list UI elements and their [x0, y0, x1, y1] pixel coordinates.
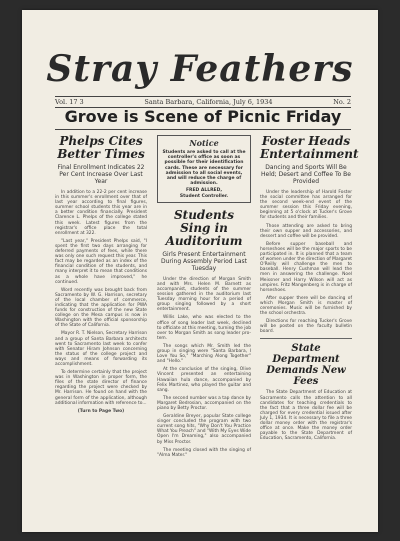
article-subheading: Final Enrollment Indicates 22 Per Cent Increase Over Last Year	[57, 164, 145, 185]
issue-number: No. 2	[333, 98, 351, 106]
article-paragraph: The meeting closed with the singing of "Alma Mater."	[157, 447, 251, 458]
article-paragraph: At the conclusion of the singing, Olive Vincent presented an entertaining Hawaiian hula dance, accompanied by Felix Martinez, who played the guitar and sang.	[157, 367, 251, 393]
article-paragraph: Word recently was brought back from Sacramento by W. G. Harrison, secretary of the local chamber of commerce, indicating that the application for PWA funds for construction of the new State college on the Mesa campus is now in Washington with the official sponsorship of the State of California.	[55, 287, 147, 329]
article-paragraph: Mayor R. T. Nielson, Secretary Harrison and a group of Santa Barbara architects went to Sacramento last week to confer with Senator Hiram Johnson concerning the status of the college project and ways and means of forwarding its accomplishment.	[55, 331, 147, 367]
article-paragraph: Geraldine Breyer, popular State college singer concluded the program with two current song hits, "Why Don't You Practice What You Preach" and "With My Eyes Wide Open I'm Dreaming," also accompanied by Miss Proctor.	[157, 414, 251, 445]
newspaper-page	[22, 10, 378, 532]
article-heading: Phelps Cites Better Times	[57, 134, 145, 161]
article-heading: Students Sing in Auditorium	[165, 207, 243, 248]
article-paragraph: In addition to a 22-2 per cent increase in this summer's enrollment over that of last year according to final figures, summer school students this year are in a better condition financially. President Clarence L. Phelps of the college stated this week. Latest figures from the registrar's office place the total enrollment at 322.	[55, 190, 147, 236]
notice-signer: FRED ALLRED,	[185, 188, 223, 194]
notice-body: Students are asked to call at the controller's office as soon as possible for their identification cards. These are necessary for admission to all social events, and will reduce the charge of admission.	[162, 150, 246, 187]
article-paragraph: After supper there will be dancing of which Morgan Smith is master of ceremonies. Music will be furnished by the school orchestra.	[260, 295, 352, 317]
article-paragraph: Willis Lake, who was elected to the office of song leader last week, declined to officiate at this meeting, turning the job over to Morgan Smith as song leader pro-tem.	[157, 315, 251, 341]
article-paragraph: Under the direction of Morgan Smith and with Mrs. Helen M. Barnett as accompanist, students of the summer session gathered in the auditorium last Tuesday morning hour for a period of group singing followed by a short entertainment.	[157, 276, 251, 313]
column-foster	[260, 134, 359, 444]
article-paragraph: "Last year," President Phelps said, "I spent the first two days arranging for deferred payments of fees, while there was only one such request this year. This fact may be regarded as an index of the financial condition of the students, and many interpret it to mean that conditions as a whole have improved," he continued.	[55, 238, 147, 285]
article-paragraph: Those attending are asked to bring their own supper and accessories, and dessert and coffee will be provided.	[260, 223, 352, 239]
article-paragraph: Before supper baseball and horseshoes will be the major sports to be participated in. It is planned that a team of women under the direction of Margaret O'Reilly will challenge the men to baseball. Henry Cushman will lead the men in answering the challenge. Noel Meissner and Harry Wilson will act as umpires. Fritz Mangenberg is in charge of horseshoes.	[260, 241, 352, 293]
volume-label: Vol. 17 3	[55, 98, 84, 106]
column-students-sing	[157, 135, 251, 461]
article-heading-2: State Department Demands New Fees	[266, 343, 346, 388]
article-paragraph: The second number was a tap dance by Margaret Bedrosian, accompanied on the piano by Betty Proctor.	[157, 395, 251, 411]
article-subheading: Dancing and Sports Will Be Held; Desert and Coffee To Be Provided	[261, 164, 351, 185]
column-divider	[260, 338, 352, 339]
article-paragraph: The songs which Mr. Smith led the group in singing were "Santa Barbara, I Love You So," "Marching Along Together" and "Hello."	[157, 343, 251, 365]
article-subheading: Girls Present Entertainment During Assembly Period Last Tuesday	[160, 250, 247, 272]
location-date: Santa Barbara, California, July 6, 1934	[144, 98, 273, 106]
main-headline: Grove is Scene of Picnic Friday	[55, 107, 351, 130]
article-paragraph: The State Department of Education at Sacramento calls the attention to all candidates for teaching credentials to the fact that a three dollar fee will be charged for every credential issued after July 1, 1934. It is necessary to file a three dollar money order with the registrar's office at once. Make the money order payable to the State Department of Education, Sacramento, California.	[260, 390, 352, 442]
notice-signer-role: Student Controller.	[179, 193, 229, 199]
turn-page-note: (Turn to Page Two)	[77, 408, 125, 414]
notice-box	[157, 135, 251, 203]
article-paragraph: Under the leadership of Harold Foster the social committee has arranged for the second week-end event of the summer session this Friday evening, beginning at 5 o'clock at Tucker's Grove for students and their families.	[260, 190, 352, 221]
article-paragraph: Directions for reaching Tucker's Grove will be posted on the faculty bulletin board.	[260, 319, 352, 335]
article-paragraph: To determine certainly that the project was in Washington in proper form, the files of the state director of finance regarding the project were checked by Mr. Harrison. He found on hand with the general form of the application, although additional information with reference to...	[55, 370, 147, 406]
notice-title: Notice	[189, 138, 219, 148]
column-phelps	[55, 135, 147, 414]
article-heading: Foster Heads Entertainment	[260, 134, 359, 161]
masthead: Stray Feathers	[46, 48, 354, 90]
